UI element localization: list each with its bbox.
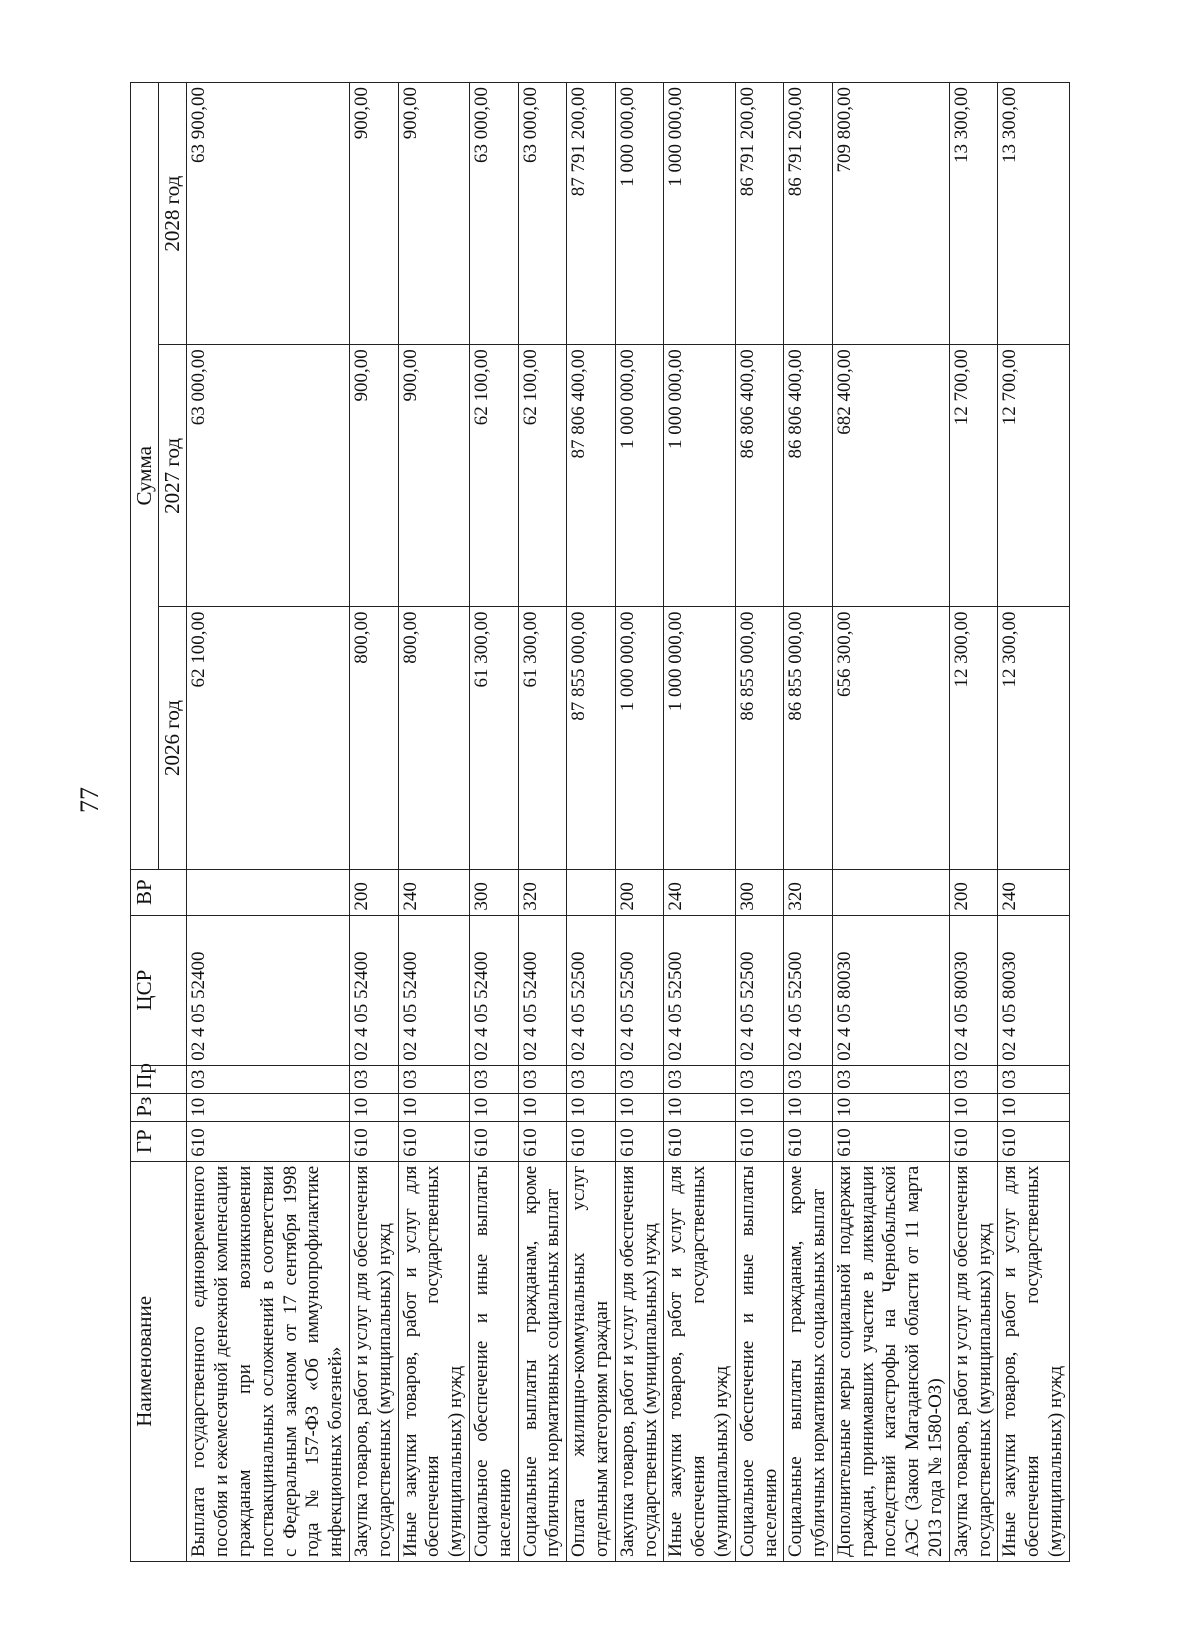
cell-pr: 03 [398,1065,469,1093]
cell-vr [187,869,350,915]
cell-amount-2027: 682 400,00 [832,345,949,607]
cell-vr: 240 [398,869,469,915]
cell-rz: 10 [664,1093,735,1121]
table-row [349,83,398,1562]
cell-amount-2026: 1 000 000,00 [664,607,735,869]
cell-rz: 10 [784,1093,833,1121]
cell-rz: 10 [187,1093,350,1121]
cell-vr: 300 [735,869,784,915]
cell-vr [832,869,949,915]
cell-amount-2028: 1 000 000,00 [664,83,735,345]
table-row [187,83,350,1562]
cell-name: Дополнительные меры социальной поддержки граждан, принимавших участие в ликвидации последствий катастрофы на Чернобыльской АЭС (Закон Магаданской области от 11 марта 2013 года № 1580-ОЗ) [832,1161,949,1561]
cell-csr: 02 4 05 52500 [567,915,616,1065]
cell-pr: 03 [187,1065,350,1093]
header-year-2026: 2026 год [159,607,187,869]
cell-amount-2027: 900,00 [349,345,398,607]
cell-csr: 02 4 05 52500 [615,915,664,1065]
header-name: Наименование [131,1161,187,1561]
cell-rz: 10 [735,1093,784,1121]
cell-amount-2026: 656 300,00 [832,607,949,869]
cell-csr: 02 4 05 80030 [998,915,1069,1065]
cell-vr: 200 [615,869,664,915]
cell-rz: 10 [615,1093,664,1121]
cell-vr: 300 [469,869,518,915]
cell-amount-2026: 86 855 000,00 [735,607,784,869]
table-row [832,83,949,1562]
cell-pr: 03 [664,1065,735,1093]
cell-name: Социальные выплаты гражданам, кроме публичных нормативных социальных выплат [784,1161,833,1561]
cell-gr: 610 [567,1121,616,1161]
table-row [469,83,518,1562]
cell-gr: 610 [398,1121,469,1161]
cell-amount-2028: 87 791 200,00 [567,83,616,345]
cell-amount-2028: 86 791 200,00 [784,83,833,345]
cell-pr: 03 [615,1065,664,1093]
header-rz: Рз [131,1093,187,1121]
cell-pr: 03 [469,1065,518,1093]
rotated-table-wrapper [130,82,1067,1562]
cell-gr: 610 [832,1121,949,1161]
cell-csr: 02 4 05 52500 [664,915,735,1065]
cell-rz: 10 [398,1093,469,1121]
cell-amount-2026: 12 300,00 [998,607,1069,869]
cell-amount-2027: 900,00 [398,345,469,607]
cell-amount-2028: 900,00 [349,83,398,345]
cell-name: Закупка товаров, работ и услуг для обеспечения государственных (муниципальных) нужд [949,1161,998,1561]
cell-amount-2028: 86 791 200,00 [735,83,784,345]
cell-amount-2027: 12 700,00 [949,345,998,607]
cell-vr: 240 [998,869,1069,915]
cell-pr: 03 [784,1065,833,1093]
cell-amount-2028: 13 300,00 [998,83,1069,345]
page-number: 77 [75,787,104,813]
cell-amount-2028: 1 000 000,00 [615,83,664,345]
table-row [784,83,833,1562]
cell-name: Иные закупки товаров, работ и услуг для обеспечения государственных (муниципальных) нужд [998,1161,1069,1561]
cell-name: Выплата государственного единовременного пособия и ежемесячной денежной компенсации гражданам при возникновении поствакцинальных осложнений в соответствии с Федеральным законом от 17 сентября 1998 года № 157-ФЗ «Об иммунопрофилактике инфекционных болезней» [187,1161,350,1561]
cell-csr: 02 4 05 52500 [735,915,784,1065]
cell-csr: 02 4 05 52400 [469,915,518,1065]
cell-gr: 610 [664,1121,735,1161]
cell-name: Иные закупки товаров, работ и услуг для обеспечения государственных (муниципальных) нужд [398,1161,469,1561]
cell-name: Социальное обеспечение и иные выплаты населению [469,1161,518,1561]
cell-name: Закупка товаров, работ и услуг для обеспечения государственных (муниципальных) нужд [349,1161,398,1561]
table-row [615,83,664,1562]
cell-amount-2027: 12 700,00 [998,345,1069,607]
cell-rz: 10 [567,1093,616,1121]
header-gr: ГР [131,1121,187,1161]
cell-amount-2028: 63 000,00 [469,83,518,345]
cell-pr: 03 [998,1065,1069,1093]
cell-vr: 320 [784,869,833,915]
header-csr: ЦСР [131,915,187,1065]
table-row [998,83,1069,1562]
budget-table [130,82,1070,1562]
table-row [735,83,784,1562]
cell-gr: 610 [784,1121,833,1161]
cell-rz: 10 [949,1093,998,1121]
header-pr: Пр [131,1065,187,1093]
cell-pr: 03 [735,1065,784,1093]
cell-amount-2026: 61 300,00 [518,607,567,869]
cell-vr: 320 [518,869,567,915]
cell-csr: 02 4 05 52400 [518,915,567,1065]
cell-amount-2027: 86 806 400,00 [735,345,784,607]
cell-amount-2027: 87 806 400,00 [567,345,616,607]
cell-gr: 610 [349,1121,398,1161]
table-row [567,83,616,1562]
cell-amount-2026: 86 855 000,00 [784,607,833,869]
cell-amount-2027: 1 000 000,00 [664,345,735,607]
table-row [398,83,469,1562]
cell-csr: 02 4 05 52400 [349,915,398,1065]
cell-csr: 02 4 05 80030 [832,915,949,1065]
cell-amount-2026: 1 000 000,00 [615,607,664,869]
cell-vr: 200 [349,869,398,915]
cell-amount-2026: 800,00 [398,607,469,869]
cell-rz: 10 [349,1093,398,1121]
cell-rz: 10 [518,1093,567,1121]
cell-amount-2027: 1 000 000,00 [615,345,664,607]
cell-gr: 610 [949,1121,998,1161]
cell-csr: 02 4 05 52400 [187,915,350,1065]
cell-pr: 03 [567,1065,616,1093]
cell-amount-2028: 900,00 [398,83,469,345]
cell-vr: 200 [949,869,998,915]
cell-gr: 610 [187,1121,350,1161]
cell-name: Закупка товаров, работ и услуг для обеспечения государственных (муниципальных) нужд [615,1161,664,1561]
cell-name: Социальные выплаты гражданам, кроме публичных нормативных социальных выплат [518,1161,567,1561]
header-sum: Сумма [131,83,159,870]
cell-gr: 610 [469,1121,518,1161]
cell-amount-2027: 86 806 400,00 [784,345,833,607]
cell-gr: 610 [615,1121,664,1161]
cell-rz: 10 [998,1093,1069,1121]
cell-amount-2028: 13 300,00 [949,83,998,345]
cell-name: Социальное обеспечение и иные выплаты населению [735,1161,784,1561]
cell-amount-2028: 63 900,00 [187,83,350,345]
cell-gr: 610 [998,1121,1069,1161]
header-row [131,83,159,1562]
cell-amount-2026: 800,00 [349,607,398,869]
cell-pr: 03 [349,1065,398,1093]
cell-amount-2027: 62 100,00 [469,345,518,607]
cell-rz: 10 [469,1093,518,1121]
cell-amount-2026: 62 100,00 [187,607,350,869]
cell-amount-2026: 12 300,00 [949,607,998,869]
cell-amount-2026: 61 300,00 [469,607,518,869]
cell-pr: 03 [832,1065,949,1093]
cell-name: Оплата жилищно-коммунальных услуг отдельным категориям граждан [567,1161,616,1561]
cell-name: Иные закупки товаров, работ и услуг для обеспечения государственных (муниципальных) нужд [664,1161,735,1561]
table-row [949,83,998,1562]
cell-csr: 02 4 05 80030 [949,915,998,1065]
cell-amount-2027: 62 100,00 [518,345,567,607]
cell-pr: 03 [949,1065,998,1093]
header-vr: ВР [131,869,187,915]
cell-vr: 240 [664,869,735,915]
cell-rz: 10 [832,1093,949,1121]
cell-amount-2028: 63 000,00 [518,83,567,345]
cell-csr: 02 4 05 52500 [784,915,833,1065]
cell-pr: 03 [518,1065,567,1093]
cell-gr: 610 [518,1121,567,1161]
header-year-2027: 2027 год [159,345,187,607]
header-year-2028: 2028 год [159,83,187,345]
cell-csr: 02 4 05 52400 [398,915,469,1065]
cell-amount-2028: 709 800,00 [832,83,949,345]
cell-gr: 610 [735,1121,784,1161]
table-row [664,83,735,1562]
table-body [187,83,1069,1562]
cell-amount-2027: 63 000,00 [187,345,350,607]
table-row [518,83,567,1562]
cell-amount-2026: 87 855 000,00 [567,607,616,869]
cell-vr [567,869,616,915]
